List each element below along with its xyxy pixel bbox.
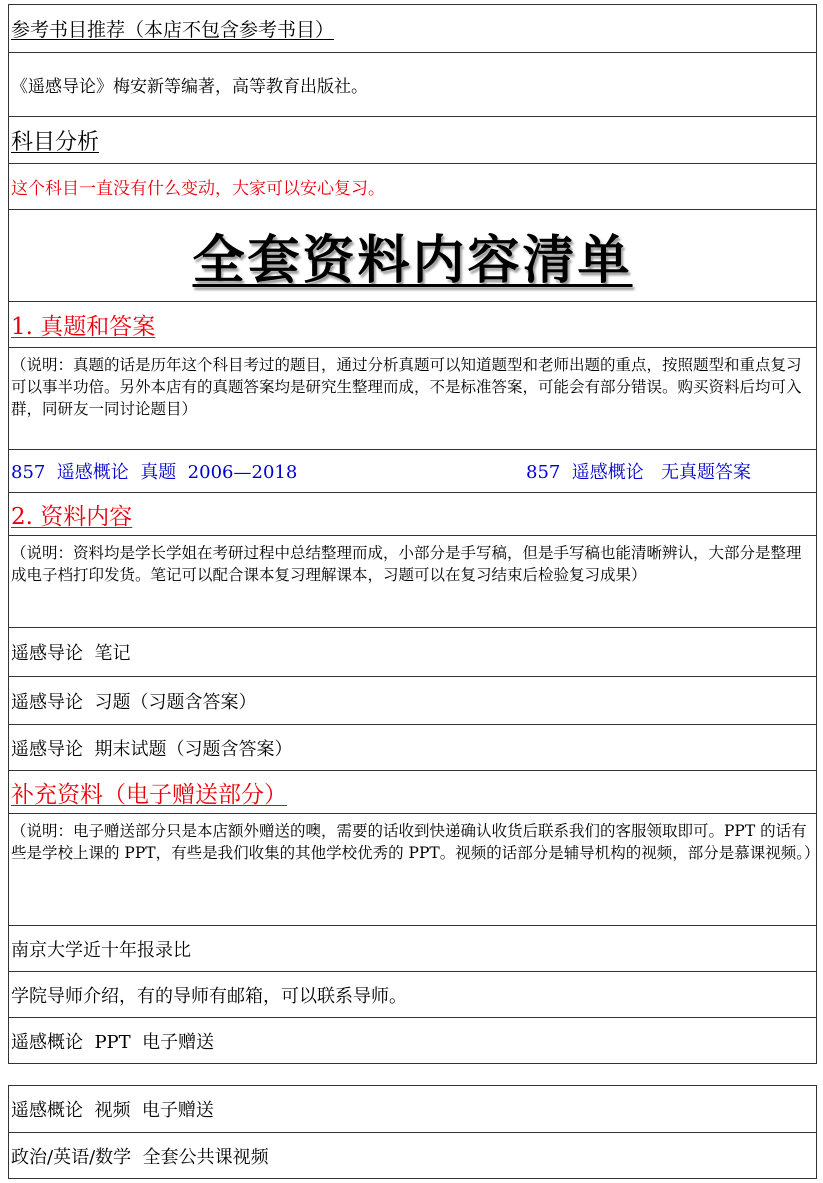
analysis-text: 这个科目一直没有什么变动，大家可以安心复习。 — [11, 179, 385, 199]
section3-heading-row — [9, 770, 816, 813]
analysis-heading: 科目分析 — [11, 129, 100, 155]
section1-heading: 1. 真题和答案 — [11, 314, 156, 340]
section1-heading-row — [9, 301, 816, 347]
extra-item-public-courses: 政治/英语/数学 全套公共课视频 — [11, 1146, 269, 1168]
analysis-text-row — [9, 163, 816, 209]
extra-table — [8, 1085, 817, 1179]
section1-note-row — [9, 347, 816, 449]
section3-note-row — [9, 813, 820, 925]
extra-item-video: 遥感概论 视频 电子赠送 — [11, 1100, 214, 1121]
section2-heading: 2. 资料内容 — [11, 503, 133, 530]
materials-table — [8, 4, 820, 1064]
list-item — [9, 676, 816, 724]
list-item — [9, 724, 816, 770]
section3-item-advisors: 学院导师介绍，有的导师有邮箱，可以联系导师。 — [11, 985, 407, 1007]
analysis-heading-row — [9, 116, 816, 163]
section1-left-item: 857 遥感概论 真题 2006—2018 — [11, 462, 298, 483]
section2-note-row — [9, 535, 816, 627]
section1-note: （说明：真题的话是历年这个科目考过的题目，通过分析真题可以知道题型和老师出题的重点，按照题型和重点复习可以事半功倍。另外本店有的真题答案均是研究生整理而成，不是标准答案，可能会有部分错误。购买资料后均可入群，同研友一同讨论题目） — [11, 356, 802, 418]
list-item — [9, 971, 816, 1017]
section1-items-row — [9, 449, 816, 492]
section3-item-ppt: 遥感概论 PPT 电子赠送 — [11, 1031, 215, 1053]
section2-note: （说明：资料均是学长学姐在考研过程中总结整理而成，小部分是手写稿，但是手写稿也能清晰辨认，大部分是整理成电子档打印发货。笔记可以配合课本复习理解课本，习题可以在复习结束后检验复习成果） — [11, 544, 802, 584]
ref-book: 《遥感导论》梅安新等编著，高等教育出版社。 — [11, 77, 368, 97]
section2-heading-row — [9, 492, 816, 535]
section2-item-finals: 遥感导论 期末试题（习题含答案） — [11, 738, 293, 760]
ref-heading: 参考书目推荐（本店不包含参考书目） — [11, 19, 335, 41]
list-item — [9, 1017, 816, 1063]
section1-right-item: 857 遥感概论 无真题答案 — [526, 462, 751, 483]
section3-item-ratio: 南京大学近十年报录比 — [11, 939, 191, 961]
ref-book-row — [9, 52, 816, 116]
section2-item-exercises: 遥感导论 习题（习题含答案） — [11, 691, 257, 713]
list-item — [9, 627, 816, 676]
section2-item-notes: 遥感导论 笔记 — [11, 643, 131, 664]
ref-heading-row — [9, 5, 816, 52]
section3-note: （说明：电子赠送部分只是本店额外赠送的噢，需要的话收到快递确认收货后联系我们的客服领取即可。PPT 的话有些是学校上课的 PPT，有些是我们收集的其他学校优秀的 PPT。视频的话部分是辅导机构的视频，部分是慕课视频。） — [11, 822, 820, 862]
list-item — [9, 1086, 816, 1132]
main-title-row — [9, 209, 816, 301]
list-item — [9, 1132, 816, 1178]
list-item — [9, 925, 816, 971]
section3-heading: 补充资料（电子赠送部分） — [11, 781, 287, 808]
page-title: 全套资料内容清单 — [192, 230, 633, 291]
